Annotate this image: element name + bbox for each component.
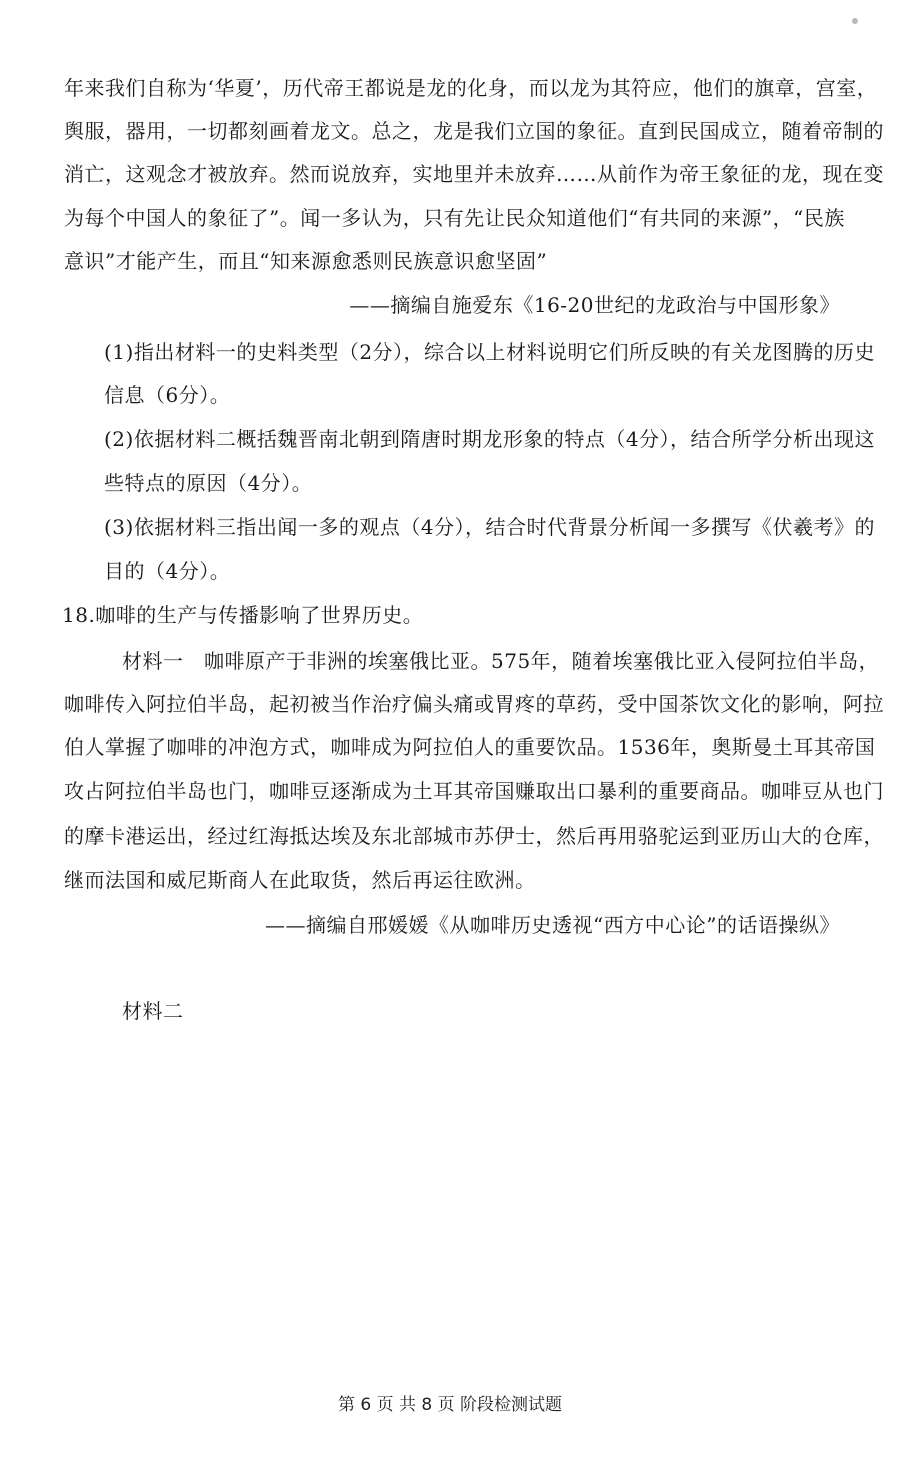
material3-citation: ——摘编自施爱东《16-20世纪的龙政治与中国形象》 [349, 293, 840, 317]
q17-sub3-line-2: 目的（4分）。 [104, 559, 231, 583]
q17-sub1-line-1: (1)指出材料一的史料类型（2分），综合以上材料说明它们所反映的有关龙图腾的历史 [104, 340, 876, 364]
q18-material1-line-3: 伯人掌握了咖啡的冲泡方式，咖啡成为阿拉伯人的重要饮品。1536年，奥斯曼土耳其帝国 [64, 735, 876, 759]
material3-line-4: 为每个中国人的象征了”。闻一多认为，只有先让民众知道他们“有共同的来源”，“民族 [64, 206, 845, 230]
q18-material1-line-2: 咖啡传入阿拉伯半岛，起初被当作治疗偏头痛或胃疼的草药，受中国茶饮文化的影响，阿拉 [64, 692, 884, 716]
q18-material1-line-4: 攻占阿拉伯半岛也门，咖啡豆逐渐成为土耳其帝国赚取出口暴利的重要商品。咖啡豆从也门 [64, 779, 884, 803]
q17-sub2-line-1: (2)依据材料二概括魏晋南北朝到隋唐时期龙形象的特点（4分），结合所学分析出现这 [104, 427, 876, 451]
q17-sub3-line-1: (3)依据材料三指出闻一多的观点（4分），结合时代背景分析闻一多撰写《伏羲考》的 [104, 515, 876, 539]
material3-line-1: 年来我们自称为‘华夏’，历代帝王都说是龙的化身，而以龙为其符应，他们的旗章，宫室， [64, 76, 878, 100]
q17-sub2-line-2: 些特点的原因（4分）。 [104, 471, 313, 495]
q18-material2-label: 材料二 [122, 999, 184, 1023]
q18-material1-citation: ——摘编自邢媛媛《从咖啡历史透视“西方中心论”的话语操纵》 [265, 913, 840, 937]
q17-sub1-line-2: 信息（6分）。 [104, 383, 231, 407]
material3-line-3: 消亡，这观念才被放弃。然而说放弃，实地里并未放弃……从前作为帝王象征的龙，现在变 [64, 162, 884, 186]
q18-material1-line-5: 的摩卡港运出，经过红海抵达埃及东北部城市苏伊士，然后再用骆驼运到亚历山大的仓库， [64, 824, 884, 848]
q18-material1-line-6: 继而法国和威尼斯商人在此取货，然后再运往欧洲。 [64, 868, 536, 892]
scan-dot [852, 18, 858, 24]
material3-line-2: 舆服，器用，一切都刻画着龙文。总之，龙是我们立国的象征。直到民国成立，随着帝制的 [64, 119, 884, 143]
material3-line-5: 意识”才能产生，而且“知来源愈悉则民族意识愈坚固” [64, 249, 548, 273]
page-footer: 第 6 页 共 8 页 阶段检测试题 [337, 1395, 563, 1415]
q18-material1-line-1: 材料一 咖啡原产于非洲的埃塞俄比亚。575年，随着埃塞俄比亚入侵阿拉伯半岛， [122, 649, 880, 673]
q18-stem: 18.咖啡的生产与传播影响了世界历史。 [62, 603, 424, 627]
